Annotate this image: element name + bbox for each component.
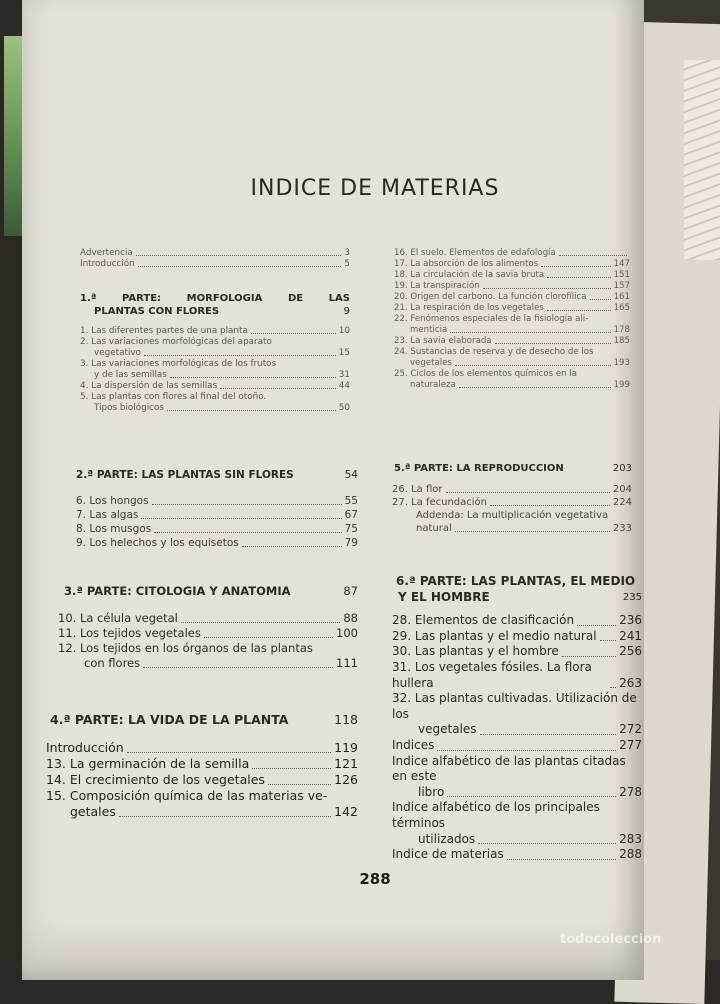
dot-leader: [141, 518, 341, 519]
toc-entry: [392, 754, 642, 801]
toc-entry-text: Introducción: [80, 259, 135, 269]
part-heading-page: 54: [344, 469, 358, 481]
page-number: 288: [359, 870, 391, 888]
part-heading-page: 203: [612, 463, 632, 474]
dot-leader: [541, 266, 610, 267]
dot-leader: [152, 504, 342, 505]
toc-entry-line2: [394, 325, 630, 336]
toc-entry: [394, 259, 630, 270]
toc-entry: [392, 629, 642, 645]
part-heading: [80, 292, 350, 318]
toc-entry-text: 3. Las variaciones morfológicas de los frutos: [80, 359, 277, 369]
toc-page-number: 79: [344, 537, 358, 549]
toc-entry-text: Indice de materias: [392, 847, 504, 862]
part-heading-text: 3.ª PARTE: CITOLOGIA Y ANATOMIA: [64, 584, 291, 598]
toc-page-number: 165: [613, 303, 630, 313]
toc-page-number: 142: [334, 804, 358, 819]
toc-entry: [80, 392, 350, 414]
dot-leader: [483, 288, 611, 289]
part6-entry-list: [392, 613, 642, 863]
toc-entry: [392, 738, 642, 754]
part-heading-text: Y EL HOMBRE: [398, 589, 490, 604]
dot-leader: [610, 687, 616, 688]
part-heading: [76, 468, 358, 482]
toc-entry-line2: [392, 722, 642, 738]
toc-entry-text-cont: natural: [416, 523, 452, 534]
toc-entry-text: 20. Origen del carbono. La función clorofílica: [394, 292, 587, 302]
part-heading-line2: [80, 305, 350, 318]
toc-entry-text-cont: y de las semillas: [94, 370, 167, 380]
toc-entry-text: 17. La absorción de los alimentos: [394, 259, 539, 269]
toc-left-top: [80, 248, 350, 414]
toc-entry-text-cont: Tipos biológicos: [94, 403, 164, 413]
dot-leader: [600, 640, 617, 641]
toc-entry: [394, 303, 630, 314]
toc-entry: [394, 248, 630, 259]
toc-entry: [76, 522, 358, 536]
dot-leader: [447, 796, 616, 797]
toc-entry: [46, 740, 358, 756]
toc-entry: [394, 314, 630, 336]
toc-entry: [80, 248, 350, 259]
toc-page-number: 3: [344, 248, 350, 258]
watermark: todocoleccion: [560, 932, 662, 947]
toc-entry-line2: [416, 522, 632, 535]
toc-page-number: 44: [338, 381, 350, 391]
toc-entry-text: 8. Los musgos: [76, 523, 152, 535]
toc-entry-text: 23. La savia elaborada: [394, 336, 492, 346]
toc-entry-text: 18. La circulación de la savia bruta: [394, 270, 545, 280]
dot-leader: [547, 277, 610, 278]
toc-page-number: 224: [612, 497, 632, 508]
toc-page-number: 50: [338, 403, 350, 413]
toc-entry-text: 29. Las plantas y el medio natural: [392, 628, 597, 643]
dot-leader: [251, 333, 336, 334]
toc-page-number: 147: [613, 259, 630, 269]
toc-entry: [80, 381, 350, 392]
dot-leader: [143, 667, 333, 668]
toc-page-number: 111: [336, 656, 358, 670]
toc-page-number: 75: [344, 523, 358, 535]
part-heading-page: 87: [343, 584, 358, 598]
toc-page-number: 119: [334, 740, 358, 755]
toc-page-number: 88: [343, 611, 358, 625]
toc-entry-text: 22. Fenómenos especiales de la fisiología ali-: [394, 314, 589, 324]
toc-page-number: 199: [613, 380, 630, 390]
dot-leader: [154, 532, 341, 533]
toc-entry-text: Indice alfabético de los principales términos: [392, 800, 600, 830]
toc-entry-text: 4. La dispersión de las semillas: [80, 381, 218, 391]
toc-entry-text-cont: utilizados: [418, 831, 476, 846]
dot-leader: [562, 656, 616, 657]
facing-page-map-fragment: [684, 60, 720, 260]
toc-page-number: 277: [619, 737, 642, 752]
toc-entry-text: 11. Los tejidos vegetales: [58, 626, 201, 640]
toc-entry-text: 32. Las plantas cultivadas. Utilización de los: [392, 691, 637, 721]
dot-leader: [181, 622, 341, 623]
toc-left-part2: [76, 468, 358, 550]
toc-page-number: 161: [613, 292, 630, 302]
part-heading-line2: [396, 590, 642, 606]
toc-entry: [76, 494, 358, 508]
dot-leader: [495, 343, 611, 344]
toc-entry-text: Indice alfabético de las plantas citadas en este: [392, 753, 626, 784]
dot-leader: [577, 625, 616, 626]
dot-leader: [547, 310, 611, 311]
toc-entry-line2: [394, 380, 630, 391]
toc-entry-text: 1. Las diferentes partes de una planta: [80, 326, 248, 336]
dot-leader: [455, 531, 610, 532]
toc-entry-text-cont: libro: [418, 784, 445, 799]
dot-leader: [242, 546, 342, 547]
toc-entry: [392, 483, 632, 496]
toc-page-number: 126: [334, 772, 358, 787]
toc-entry: [394, 292, 630, 303]
toc-entry-line2: [392, 785, 642, 801]
toc-entry-text: 19. La transpiración: [394, 281, 480, 291]
dot-leader: [167, 410, 336, 411]
toc-entry-text-cont: getales: [70, 804, 116, 819]
toc-entry-line2: [80, 370, 350, 381]
toc-entry-text-cont: vegetales: [410, 358, 452, 368]
dot-leader: [478, 843, 616, 844]
dot-leader: [252, 768, 331, 769]
part-heading: [64, 584, 358, 599]
toc-entry-text: 13. La germinación de la semilla: [46, 756, 250, 771]
dot-leader: [590, 299, 611, 300]
toc-entry: [392, 800, 642, 847]
dot-leader: [170, 377, 336, 378]
toc-entry: [80, 259, 350, 270]
dot-leader: [459, 387, 611, 388]
toc-entry: [76, 536, 358, 550]
part-heading-page: 235: [622, 591, 642, 603]
dot-leader: [268, 784, 331, 785]
toc-left-part4: [46, 712, 358, 820]
toc-entry-line2: [80, 348, 350, 359]
toc-entry: [392, 496, 632, 509]
toc-entry-text: 5. Las plantas con flores al final del otoño.: [80, 392, 267, 402]
toc-entry: [58, 611, 358, 626]
dot-leader: [119, 816, 331, 817]
dot-leader: [507, 859, 616, 860]
toc-entry-text: 14. El crecimiento de los vegetales: [46, 772, 265, 787]
toc-right-top: [394, 248, 630, 391]
toc-entry: [392, 644, 642, 660]
toc-page-number: 193: [613, 358, 630, 368]
dot-leader: [138, 266, 342, 267]
dot-leader: [450, 332, 610, 333]
toc-page-number: 236: [619, 613, 642, 628]
toc-page-number: 288: [619, 847, 642, 862]
toc-entry-text-cont: con flores: [84, 656, 141, 670]
page-title: INDICE DE MATERIAS: [250, 176, 500, 201]
dot-leader: [490, 505, 610, 506]
toc-page-number: 31: [338, 370, 350, 380]
part-heading: [50, 712, 358, 728]
part-heading: [396, 574, 642, 605]
dot-leader: [220, 388, 336, 389]
part-heading-line: 1.ª PARTE: MORFOLOGIA DE LAS: [80, 293, 350, 304]
toc-page-number: 241: [619, 628, 642, 643]
toc-entry-text: 21. La respiración de los vegetales: [394, 303, 544, 313]
toc-entry-text: 26. La flor: [392, 484, 443, 495]
toc-page-number: 10: [338, 326, 350, 336]
toc-entry-text: 31. Los vegetales fósiles. La flora hullera: [392, 659, 592, 690]
dot-leader: [136, 255, 342, 256]
toc-page-number: 15: [338, 348, 350, 358]
toc-entry-text: 28. Elementos de clasificación: [392, 613, 575, 628]
part-heading-page: 118: [334, 712, 358, 727]
toc-entry: [394, 347, 630, 369]
toc-entry-text-cont: vegetativo: [94, 348, 141, 358]
dot-leader: [446, 492, 610, 493]
toc-page-number: 157: [613, 281, 630, 291]
toc-entry: [80, 337, 350, 359]
toc-entry: [392, 613, 642, 629]
toc-entry-text: Indices: [392, 737, 435, 752]
part-heading-text: 5.ª PARTE: LA REPRODUCCION: [394, 463, 564, 474]
toc-entry-line2: [392, 832, 642, 848]
toc-entry-text: 12. Los tejidos en los órganos de las plantas: [58, 641, 313, 655]
toc-entry: [392, 509, 632, 535]
toc-entry-text: 30. Las plantas y el hombre: [392, 644, 559, 659]
toc-entry: [76, 508, 358, 522]
part-heading-text: PLANTAS CON FLORES: [94, 306, 220, 317]
toc-entry-text: 10. La célula vegetal: [58, 611, 178, 625]
toc-entry: [392, 660, 642, 691]
toc-page-number: 121: [334, 756, 358, 771]
toc-entry: [394, 281, 630, 292]
toc-entry-line2: [394, 358, 630, 369]
toc-page-number: 151: [613, 270, 630, 280]
toc-left-part3: [58, 584, 358, 671]
toc-page-number: 283: [619, 831, 642, 846]
toc-entry-text-cont: menticia: [410, 325, 448, 335]
toc-entry-text: Introducción: [46, 740, 124, 755]
toc-entry-text: 15. Composición química de las materias ve-: [46, 788, 328, 803]
toc-entry-text: 7. Las algas: [76, 509, 139, 521]
dot-leader: [559, 255, 627, 256]
toc-entry: [394, 369, 630, 391]
toc-entry-text: Addenda: La multiplicación vegetativa: [416, 510, 609, 521]
dot-leader: [204, 637, 333, 638]
toc-entry: [80, 359, 350, 381]
toc-entry-line2: [80, 403, 350, 414]
toc-page-number: 256: [619, 644, 642, 659]
dot-leader: [144, 355, 336, 356]
toc-entry-text: 9. Los helechos y los equisetos: [76, 537, 239, 549]
toc-right-part5: [392, 462, 632, 535]
toc-entry: [392, 847, 642, 863]
toc-entry: [46, 772, 358, 788]
toc-entry-line2: [46, 804, 358, 820]
toc-entry-text: 16. El suelo. Elementos de edafología: [394, 248, 556, 258]
toc-page-number: 185: [613, 336, 630, 346]
dot-leader: [455, 365, 611, 366]
toc-entry: [80, 326, 350, 337]
dot-leader: [437, 750, 616, 751]
dot-leader: [127, 752, 331, 753]
toc-entry-text: Advertencia: [80, 248, 133, 258]
dot-leader: [480, 734, 617, 735]
toc-right-part6: [392, 574, 642, 863]
toc-entry: [394, 270, 630, 281]
part-heading-line: 6.ª PARTE: LAS PLANTAS, EL MEDIO: [396, 574, 636, 588]
part-heading-text: 2.ª PARTE: LAS PLANTAS SIN FLORES: [76, 469, 294, 481]
toc-page-number: 100: [336, 626, 358, 640]
toc-entry: [394, 336, 630, 347]
toc-entry-text: 2. Las variaciones morfológicas del aparato: [80, 337, 272, 347]
toc-entry: [58, 626, 358, 641]
toc-page-number: 178: [613, 325, 630, 335]
toc-entry: [46, 756, 358, 772]
part-heading-text: 4.ª PARTE: LA VIDA DE LA PLANTA: [50, 712, 289, 727]
toc-entry-line2: [58, 656, 358, 671]
toc-entry: [46, 788, 358, 820]
toc-page-number: 55: [344, 495, 358, 507]
toc-page-number: 278: [619, 784, 642, 799]
toc-entry: [58, 641, 358, 671]
toc-entry-text: 27. La fecundación: [392, 497, 488, 508]
toc-entry: [392, 691, 642, 738]
toc-entry-text: 24. Sustancias de reserva y de desecho de los: [394, 347, 594, 357]
toc-page-number: 204: [612, 484, 632, 495]
toc-entry-text-cont: vegetales: [418, 722, 477, 737]
toc-entry-text: 6. Los hongos: [76, 495, 149, 507]
toc-page-number: 263: [619, 675, 642, 690]
part-heading-page: 9: [343, 306, 350, 317]
toc-page-number: 233: [612, 523, 632, 534]
toc-entry-text: 25. Ciclos de los elementos químicos en la: [394, 369, 577, 379]
toc-entry-text-cont: naturaleza: [410, 380, 456, 390]
toc-page-number: 67: [344, 509, 358, 521]
toc-page-number: 5: [344, 259, 350, 269]
part-heading: [394, 462, 632, 475]
toc-page-number: 272: [619, 722, 642, 737]
